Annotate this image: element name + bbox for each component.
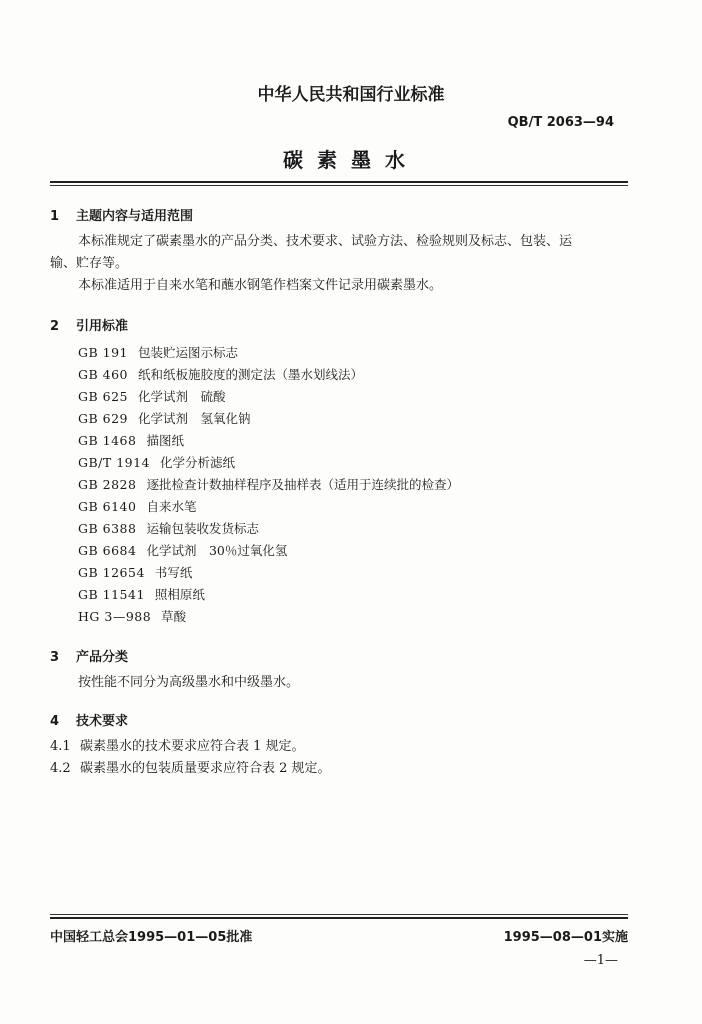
section-number: 2 bbox=[50, 319, 60, 334]
reference-item bbox=[78, 475, 459, 493]
reference-item bbox=[78, 563, 192, 581]
clause-number: 4.1 bbox=[50, 739, 71, 754]
reference-code: GB 6388 bbox=[78, 521, 137, 536]
section-1-para-2: 本标准适用于自来水笔和蘸水钢笔作档案文件记录用碳素墨水。 bbox=[78, 278, 443, 293]
approval-date: 中国轻工总会1995—01—05批准 bbox=[50, 930, 253, 945]
reference-code: GB 625 bbox=[78, 389, 129, 404]
reference-code: GB 12654 bbox=[78, 565, 145, 580]
section-2-heading bbox=[50, 315, 128, 334]
section-title: 主题内容与适用范围 bbox=[76, 209, 194, 224]
section-3-heading bbox=[50, 646, 128, 665]
reference-title: 化学试剂 硫酸 bbox=[138, 389, 226, 404]
reference-title: 化学试剂 氢氧化钠 bbox=[138, 411, 251, 426]
reference-title: 逐批检查计数抽样程序及抽样表（适用于连续批的检查） bbox=[146, 477, 459, 492]
reference-code: GB 1468 bbox=[78, 433, 137, 448]
section-1-para-1: 本标准规定了碳素墨水的产品分类、技术要求、试验方法、检验规则及标志、包装、运 bbox=[78, 234, 573, 249]
clause-4-1 bbox=[50, 736, 305, 758]
reference-code: GB 2828 bbox=[78, 477, 137, 492]
reference-title: 照相原纸 bbox=[154, 587, 205, 602]
section-number: 1 bbox=[50, 209, 60, 224]
reference-item bbox=[78, 607, 186, 625]
reference-code: GB 460 bbox=[78, 367, 129, 382]
reference-code: GB 629 bbox=[78, 411, 129, 426]
reference-title: 化学试剂 30％过氧化氢 bbox=[146, 543, 288, 558]
section-title: 技术要求 bbox=[76, 714, 129, 729]
reference-title: 描图纸 bbox=[146, 433, 184, 448]
reference-code: GB 6684 bbox=[78, 543, 137, 558]
clause-number: 4.2 bbox=[50, 761, 71, 776]
reference-code: GB 191 bbox=[78, 345, 129, 360]
effective-date: 1995—08—01实施 bbox=[503, 930, 628, 945]
reference-item bbox=[78, 387, 226, 405]
reference-title: 草酸 bbox=[161, 609, 187, 624]
reference-code: HG 3—988 bbox=[78, 609, 152, 624]
org-title: 中华人民共和国行业标准 bbox=[257, 85, 445, 105]
reference-item bbox=[78, 431, 184, 449]
clause-text: 碳素墨水的包装质量要求应符合表 2 规定。 bbox=[80, 761, 331, 776]
reference-title: 运输包装收发货标志 bbox=[146, 521, 259, 536]
reference-item bbox=[78, 497, 196, 515]
reference-title: 化学分析滤纸 bbox=[160, 455, 236, 470]
section-number: 3 bbox=[50, 650, 60, 665]
reference-title: 书写纸 bbox=[154, 565, 193, 580]
clause-text: 碳素墨水的技术要求应符合表 1 规定。 bbox=[80, 739, 305, 754]
footer-rule-thick bbox=[50, 917, 628, 919]
reference-item bbox=[78, 365, 363, 383]
standard-number: QB/T 2063—94 bbox=[507, 115, 614, 130]
section-1-para-1-cont: 输、贮存等。 bbox=[50, 256, 129, 271]
title-rule-thin bbox=[50, 185, 628, 186]
reference-item bbox=[78, 585, 205, 603]
reference-title: 自来水笔 bbox=[146, 499, 197, 514]
reference-code: GB/T 1914 bbox=[78, 455, 151, 470]
section-title: 产品分类 bbox=[76, 650, 129, 665]
reference-item bbox=[78, 409, 251, 427]
page-number: —1— bbox=[583, 953, 618, 968]
section-title: 引用标准 bbox=[76, 319, 129, 334]
reference-item bbox=[78, 343, 238, 361]
reference-item bbox=[78, 519, 259, 537]
reference-code: GB 11541 bbox=[78, 587, 145, 602]
footer-rule-thin bbox=[50, 914, 628, 915]
reference-item bbox=[78, 453, 235, 471]
reference-code: GB 6140 bbox=[78, 499, 137, 514]
section-4-heading bbox=[50, 710, 128, 729]
title-rule-thick bbox=[50, 181, 628, 183]
section-3-para: 按性能不同分为高级墨水和中级墨水。 bbox=[78, 675, 300, 690]
reference-title: 包装贮运图示标志 bbox=[138, 345, 239, 360]
section-number: 4 bbox=[50, 714, 60, 729]
reference-title: 纸和纸板施胶度的测定法（墨水划线法） bbox=[138, 367, 364, 382]
section-1-heading bbox=[50, 205, 193, 224]
clause-4-2 bbox=[50, 758, 331, 780]
document-title: 碳素墨水 bbox=[283, 148, 419, 172]
reference-item bbox=[78, 541, 287, 559]
